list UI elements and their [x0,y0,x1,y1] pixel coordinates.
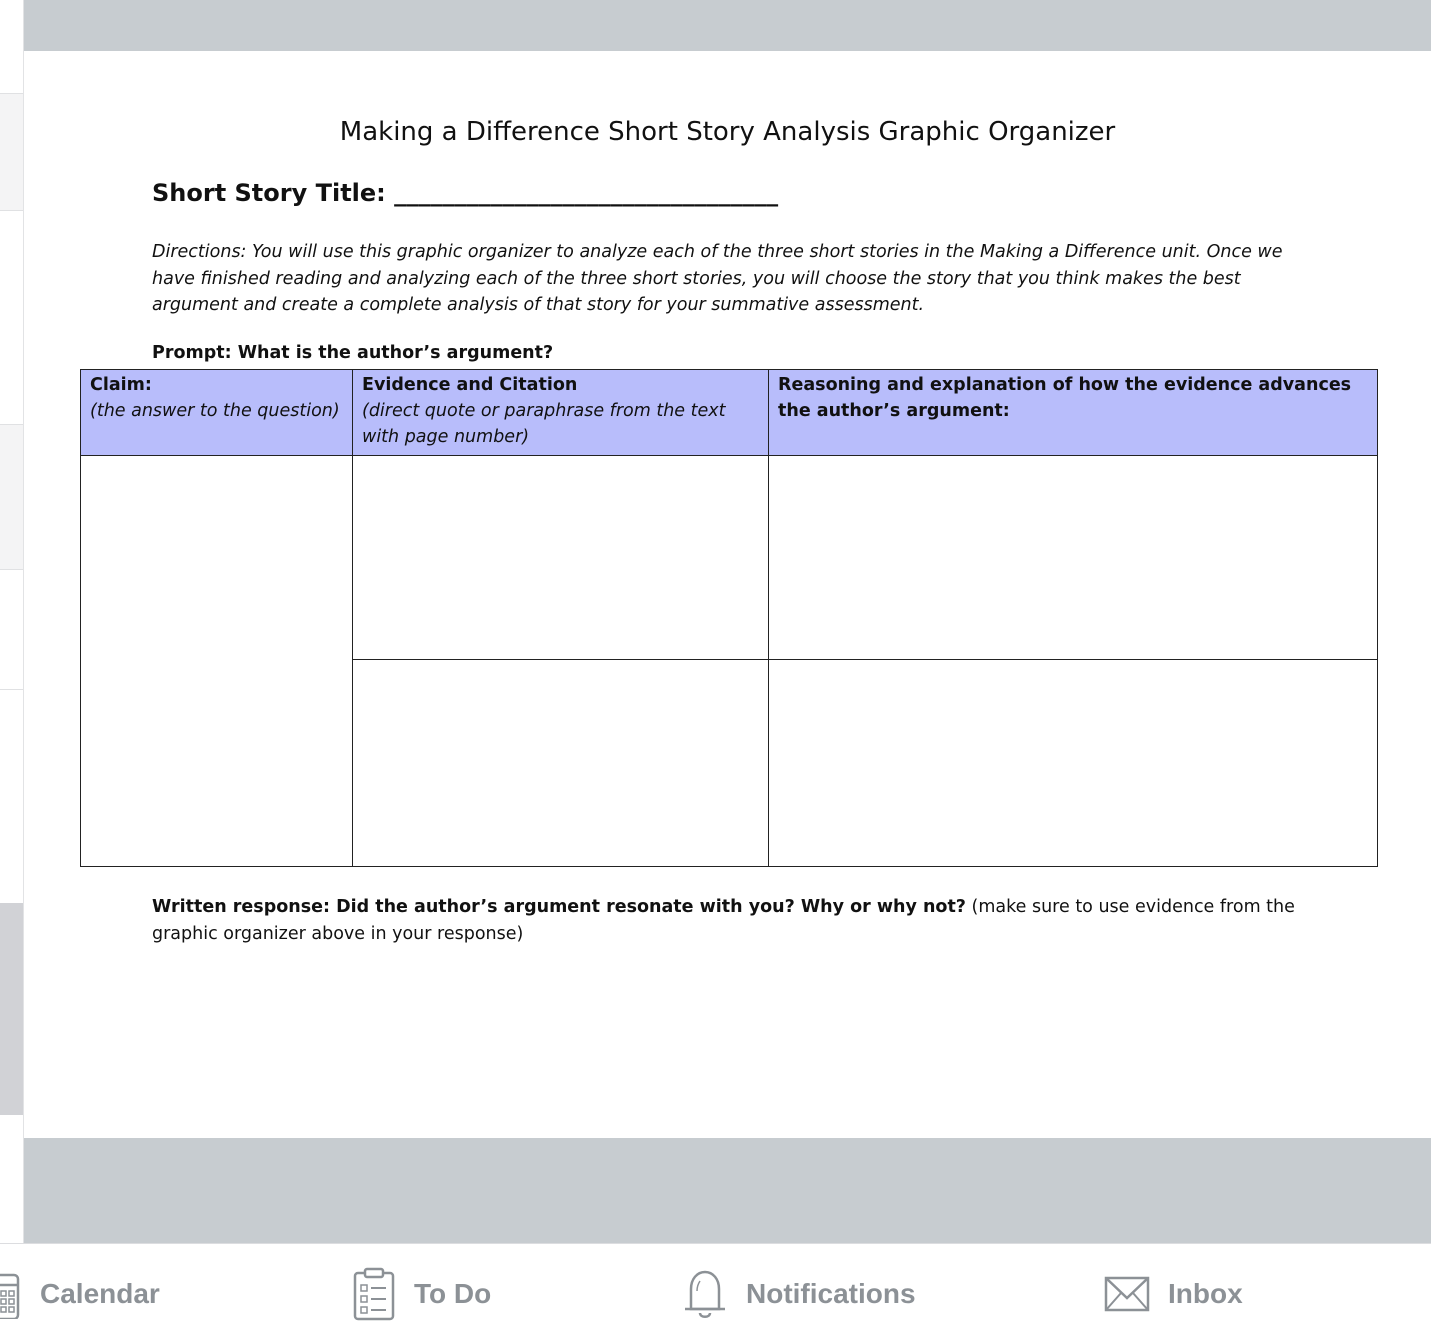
evidence-cell [353,456,769,660]
bottom-tab-bar [0,1243,1431,1344]
header-label: Claim: [90,375,152,395]
written-response-instruction: (make sure to use evidence from the graphic organizer above in your response) [152,897,1295,944]
sidebar-strip [0,0,24,1243]
tab-calendar[interactable] [0,1266,160,1322]
tab-label: To Do [414,1278,492,1309]
document-title: Making a Difference Short Story Analysis Graphic Organizer [339,117,1116,147]
header-evidence [353,370,769,456]
header-claim [81,370,353,456]
document-page [24,51,1431,1138]
table-row [81,456,1378,660]
tab-todo[interactable] [352,1266,491,1322]
sidebar-divider [0,93,23,94]
sidebar-divider [0,424,23,425]
written-response-text [152,894,1312,947]
todo-icon [352,1267,396,1321]
evidence-cell [353,660,769,867]
tab-label: Notifications [746,1278,916,1309]
header-label: Reasoning and explanation of how the evidence advances the author’s argument: [778,375,1352,421]
tab-inbox[interactable] [1104,1266,1243,1322]
inbox-icon [1104,1274,1150,1314]
directions-text: Directions: You will use this graphic organizer to analyze each of the three short stories in the Making a Difference unit. Once we have finished reading and analyzing each of the three short stories, you will choose the story that you think makes the best argument and create a complete analysis of that story for your summative assessment. [152,242,1283,315]
reasoning-cell [769,456,1378,660]
sidebar-divider [0,689,23,690]
header-sublabel: (direct quote or paraphrase from the text with page number) [362,401,726,447]
header-reasoning [769,370,1378,456]
claim-cell [81,456,353,867]
tab-label: Inbox [1168,1278,1243,1309]
graphic-organizer-table [80,369,1378,867]
sidebar-block [0,0,23,93]
written-response-question: Written response: Did the author’s argument resonate with you? Why or why not? [152,897,966,917]
sidebar-block [0,211,23,424]
calendar-icon [0,1269,22,1319]
prompt-text: Prompt: What is the author’s argument? [152,343,554,363]
story-title-field: Short Story Title: ________________________________ [152,179,779,207]
tab-label: Calendar [40,1278,160,1309]
header-sublabel: (the answer to the question) [90,401,340,421]
sidebar-selected-block [0,903,23,1115]
header-label: Evidence and Citation [362,375,578,395]
sidebar-block [0,570,23,903]
tab-notifications[interactable] [682,1266,916,1322]
table-header-row [81,370,1378,456]
bell-icon [682,1267,728,1321]
sidebar-block [0,1115,23,1243]
reasoning-cell [769,660,1378,867]
